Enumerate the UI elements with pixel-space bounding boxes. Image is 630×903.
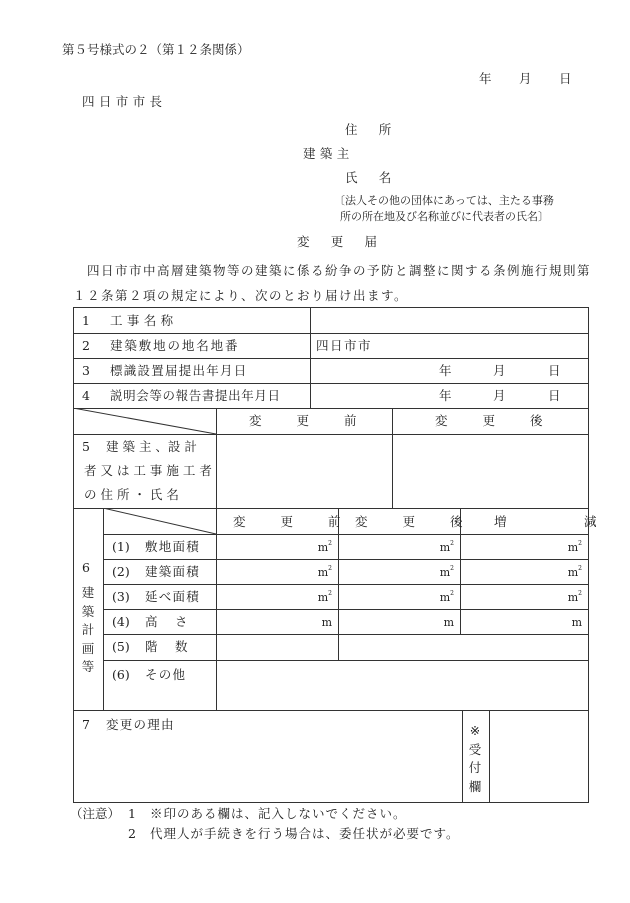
- row-4-year: 年: [439, 388, 452, 403]
- plan-item-3-unit-before: $m^2$: [317, 590, 332, 604]
- name-label: 氏 名: [345, 170, 396, 185]
- plan-item-1-unit-before: $m^2$: [317, 540, 332, 554]
- plan-item-1-label: 敷地面積: [145, 539, 201, 554]
- date-day: 日: [559, 71, 572, 86]
- note-1-no: 1: [128, 806, 136, 821]
- row-5-line3: の 住 所 ・ 氏 名: [84, 487, 179, 502]
- plan-item-3-unit-after: $m^2$: [439, 590, 454, 604]
- note-2-text: 代理人が手続きを行う場合は、委任状が必要です。: [150, 826, 460, 841]
- row-1-label: 工事名称: [110, 313, 178, 328]
- row-5-no: 5: [82, 439, 90, 454]
- row-1-no: 1: [82, 313, 90, 328]
- plan-item-3-no: (3): [112, 589, 130, 604]
- plan-item-4-unit-diff: m: [571, 616, 582, 629]
- row-3-month: 月: [493, 363, 506, 378]
- row-4-month: 月: [493, 388, 506, 403]
- header-5-after: 変 更 後: [435, 413, 554, 428]
- plan-item-2-unit-before: $m^2$: [317, 565, 332, 579]
- document-title: 変 更 届: [297, 234, 382, 249]
- plan-item-4-no: (4): [112, 614, 130, 629]
- row-2-value[interactable]: 四日市市: [316, 338, 373, 353]
- plan-item-4-unit-after: m: [443, 616, 454, 629]
- plan-item-1-unit-diff: $m^2$: [567, 540, 582, 554]
- plan-item-3-label: 延べ面積: [145, 589, 201, 604]
- header-diagonal-6: [103, 508, 217, 535]
- applicant-note-line2: 所の所在地及び名称並びに代表者の氏名〕: [340, 210, 549, 223]
- row-4-label: 説明会等の報告書提出年月日: [110, 388, 281, 403]
- applicant-role: 建築主: [303, 146, 354, 161]
- plan-item-6-no: (6): [112, 667, 130, 682]
- form-number: 第５号様式の２（第１２条関係）: [62, 42, 250, 57]
- row-7-no: 7: [82, 717, 90, 732]
- row-2-no: 2: [82, 338, 90, 353]
- plan-item-2-unit-diff: $m^2$: [567, 565, 582, 579]
- date-month: 月: [519, 71, 532, 86]
- row-5-line2: 者 又 は 工 事 施 工 者: [84, 463, 212, 478]
- reception-column-label: ※ 受 付 欄: [468, 723, 482, 794]
- header-6-after: 変 更 後: [355, 514, 474, 529]
- plan-item-1-unit-after: $m^2$: [439, 540, 454, 554]
- date-year: 年: [479, 71, 492, 86]
- plan-item-4-unit-before: m: [321, 616, 332, 629]
- address-label: 住 所: [345, 122, 396, 137]
- header-6-before: 変 更 前: [233, 514, 352, 529]
- note-2-no: 2: [128, 826, 136, 841]
- plan-item-2-label: 建築面積: [145, 564, 201, 579]
- header-6-diff: 増 減: [494, 514, 615, 529]
- row-4-day: 日: [548, 388, 561, 403]
- section-6-no: 6: [82, 560, 90, 575]
- plan-item-2-no: (2): [112, 564, 130, 579]
- plan-item-3-unit-diff: $m^2$: [567, 590, 582, 604]
- row-3-day: 日: [548, 363, 561, 378]
- plan-item-5-label: 階 数: [145, 639, 191, 654]
- body-line-1: 四日市市中高層建築物等の建築に係る紛争の予防と調整に関する条例施行規則第: [87, 263, 592, 278]
- row-3-label: 標識設置届提出年月日: [110, 363, 248, 378]
- row-3-year: 年: [439, 363, 452, 378]
- plan-item-1-no: (1): [112, 539, 130, 554]
- row-2-label: 建築敷地の地名地番: [110, 338, 240, 353]
- applicant-note-line1: 〔法人その他の団体にあっては、主たる事務: [334, 194, 554, 207]
- plan-item-4-label: 高 さ: [145, 614, 191, 629]
- row-4-no: 4: [82, 388, 90, 403]
- row-5-line1: 建 築 主 、設 計: [106, 439, 197, 454]
- note-1-text: ※印のある欄は、記入しないでください。: [150, 806, 407, 821]
- plan-item-5-no: (5): [112, 639, 130, 654]
- header-5-before: 変 更 前: [249, 413, 368, 428]
- row-7-label: 変更の理由: [106, 717, 175, 732]
- header-diagonal-5: [73, 408, 217, 435]
- plan-item-2-unit-after: $m^2$: [439, 565, 454, 579]
- notes-prefix: （注意）: [70, 806, 121, 821]
- body-line-2: １２条第２項の規定により、次のとおり届け出ます。: [73, 288, 409, 303]
- plan-item-6-label: その他: [145, 667, 187, 682]
- addressee: 四日市市長: [82, 94, 167, 109]
- row-3-no: 3: [82, 363, 90, 378]
- section-6-vertical-label: 建 築 計 画 等: [81, 585, 95, 674]
